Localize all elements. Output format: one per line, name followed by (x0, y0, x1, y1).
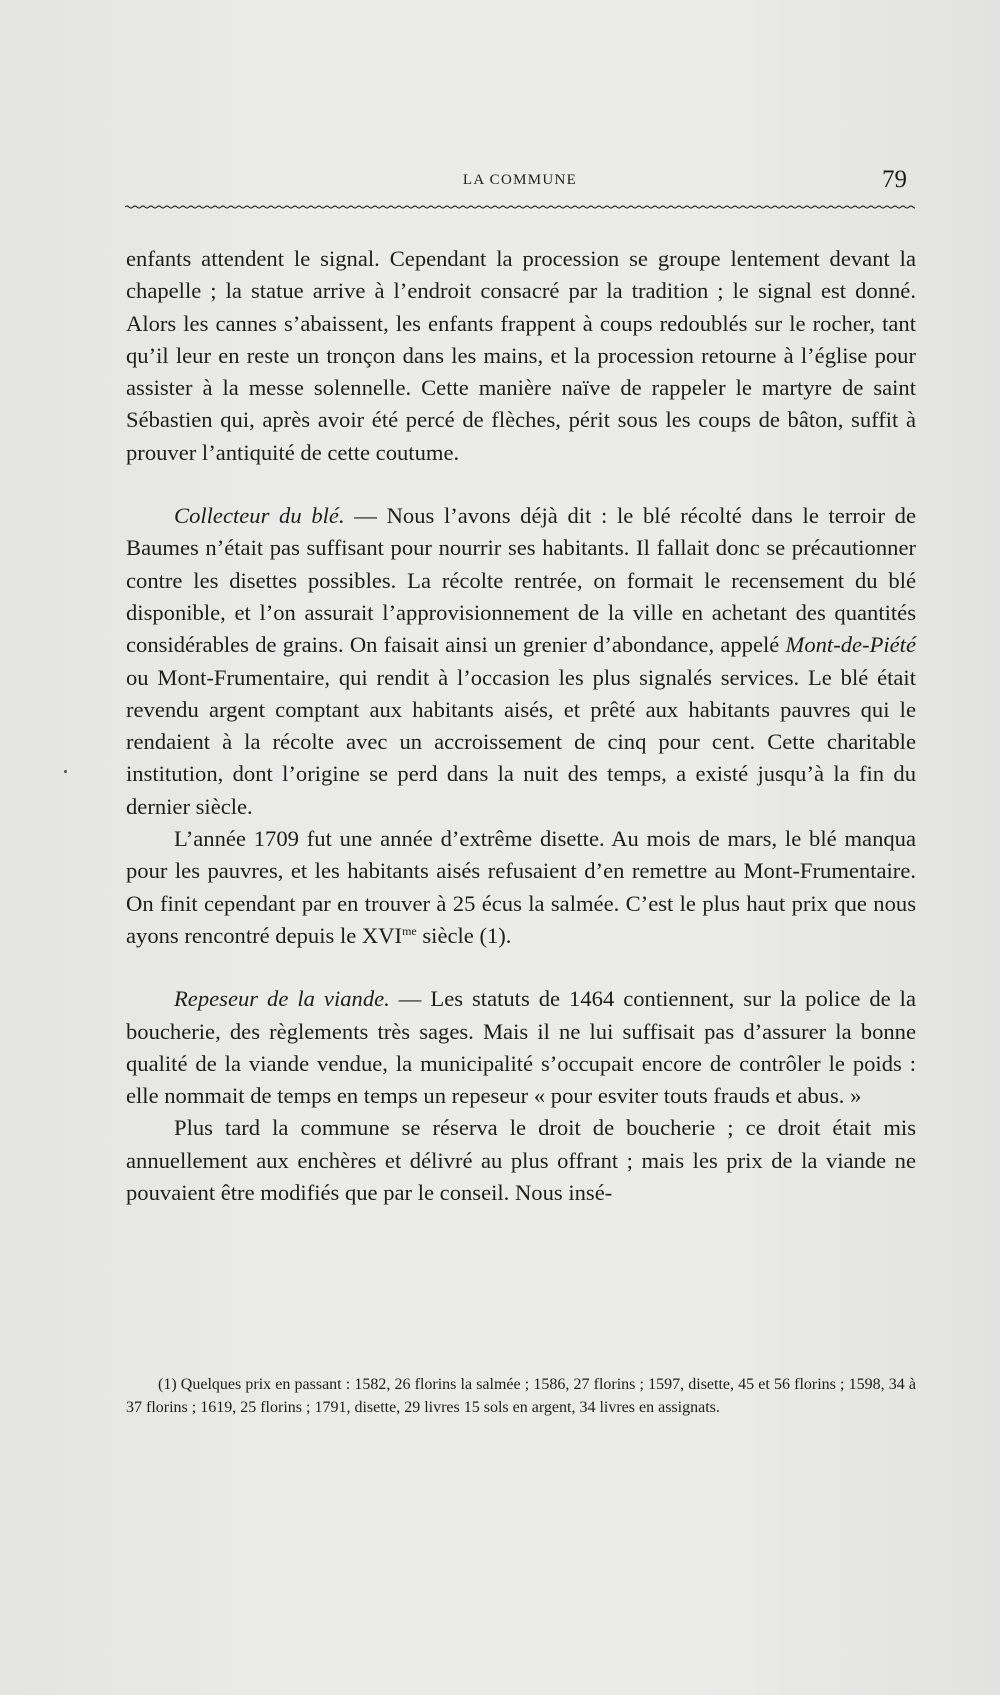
print-speck (64, 770, 67, 773)
paragraph-droit-boucherie: Plus tard la commune se réserva le droit de boucherie ; ce droit était mis annuellement aux enchères et délivré au plus offrant ; mais les prix de la viande ne pouvaient être modifiés que par le conseil. Nous insé- (126, 1115, 916, 1206)
mont-de-piete-term: Mont-de-Piété (785, 632, 916, 658)
century-superscript: me (402, 923, 417, 938)
paragraph-repeseur-viande (126, 983, 916, 1112)
body-text (126, 243, 916, 1209)
paragraph-1709-text-b: siècle (1). (416, 922, 512, 948)
paragraph-collecteur-text-b: ou Mont-Frumentaire, qui rendit à l’occasion les plus signalés services. Le blé était revendu argent comptant aux habitants aisés, et prêté aux habitants pauvres qui le rendaient à la récolte avec un accroissement de cinq pour cent. Cette charitable institution, dont l’origine se perd dans la nuit des temps, a existé jusqu’à la fin du dernier siècle. (126, 664, 916, 819)
paragraph-repeseur-text: — Les statuts de 1464 contiennent, sur la police de la boucherie, des règlements très sages. Mais il ne lui suffisait pas d’assurer la bonne qualité de la viande vendue, la municipalité s’occupait encore de contrôler le poids : elle nommait de temps en temps un repeseur « pour esviter touts frauds et abus. » (126, 986, 916, 1109)
footnote-prices: (1) Quelques prix en passant : 1582, 26 florins la salmée ; 1586, 27 florins ; 1597, disette, 45 et 56 florins ; 1598, 34 à 37 florins ; 1619, 25 florins ; 1791, disette, 29 livres 15 sols en argent, 34 livres en assignats. (126, 1376, 916, 1416)
paragraph-collecteur-du-ble (126, 500, 916, 823)
running-title: LA COMMUNE (462, 172, 578, 188)
section-heading-repeseur: Repeseur de la viande. (174, 986, 390, 1012)
header-wavy-rule (125, 205, 915, 209)
paragraph-collecteur-text-a: — Nous l’avons déjà dit : le blé récolté dans le terroir de Baumes n’était pas suffisant pour nourrir ses habitants. Il fallait donc se précautionner contre les disettes possibles. La récolte rentrée, on formait le recensement du blé disponible, et l’on assurait l’approvisionnement de la ville en achetant des quantités considérables de grains. On faisait ainsi un grenier d’abondance, appelé (126, 503, 916, 658)
paragraph-annee-1709 (126, 823, 916, 952)
paragraph-procession-end: enfants attendent le signal. Cependant la procession se groupe lentement devant la chapelle ; la statue arrive à l’endroit consacré par la tradition ; le signal est donné. Alors les cannes s’abaissent, les enfants frappent à coups redoublés sur le rocher, tant qu’il leur en reste un tronçon dans les mains, et la procession retourne à l’église pour assister à la messe solennelle. Cette manière naïve de rappeler le martyre de saint Sébastien qui, après avoir été percé de flèches, périt sous les coups de bâton, suffit à prouver l’antiquité de cette coutume. (126, 246, 916, 465)
running-head (125, 168, 915, 208)
page-number: 79 (882, 166, 907, 193)
paragraph-1709-text-a: L’année 1709 fut une année d’extrême disette. Au mois de mars, le blé manqua pour les pauvres, et les habitants aisés refusaient d’en remettre au Mont-Frumentaire. On finit cependant par en trouver à 25 écus la salmée. C’est le plus haut prix que nous ayons rencontré depuis le XVI (126, 826, 916, 948)
section-heading-collecteur: Collecteur du blé. (174, 503, 345, 529)
